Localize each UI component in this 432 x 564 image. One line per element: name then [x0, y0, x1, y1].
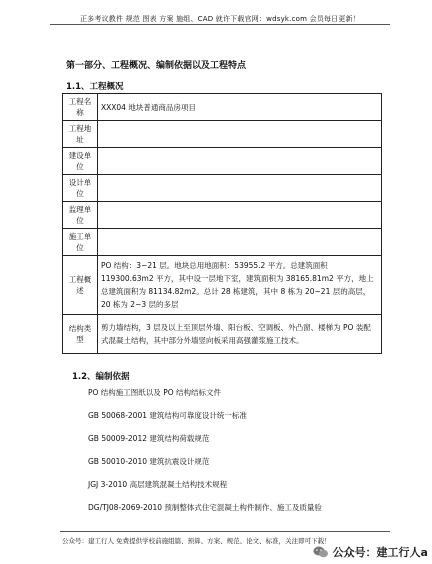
table-label: 结构类型 — [63, 315, 98, 354]
table-row — [63, 256, 382, 315]
list-item: DG/TJ08-2069-2010 预制整体式住宅混凝土构件制作、施工及质量验 — [88, 503, 322, 512]
table-row — [63, 94, 382, 121]
table-row — [63, 121, 382, 148]
watermark-text: 公众号：建工行人a — [332, 546, 428, 559]
table-label: 工程地址 — [63, 121, 98, 148]
table-label: 监理单位 — [63, 202, 98, 229]
watermark — [313, 544, 428, 560]
subsection-title-basis: 1.2、编制依据 — [72, 372, 130, 382]
wechat-icon — [313, 545, 329, 559]
table-row — [63, 175, 382, 202]
table-value: XXX04 地块普通商品房项目 — [98, 94, 382, 121]
project-info-table — [62, 93, 382, 354]
table-label: 施工单位 — [63, 229, 98, 256]
list-item: GB 50010-2010 建筑抗震设计规范 — [88, 457, 210, 466]
list-item: GB 50068-2001 建筑结构可靠度设计统一标准 — [88, 411, 247, 420]
table-row — [63, 229, 382, 256]
table-value — [98, 202, 382, 229]
list-item: GB 50009-2012 建筑结构荷载规范 — [88, 434, 210, 443]
list-item: JGJ 3-2010 高层建筑混凝土结构技术规程 — [88, 480, 228, 489]
table-label: 建设单位 — [63, 148, 98, 175]
table-row — [63, 315, 382, 354]
footer-divider — [60, 531, 390, 532]
page-header: 正多考议教件 规范 图表 方案 施组、CAD 就许下载官网：wdsyk.com 会员每日更新！ — [79, 15, 360, 23]
table-value — [98, 121, 382, 148]
table-value — [98, 175, 382, 202]
table-value: 剪力墙结构，3 层及以上至顶层外墙、阳台板、空调板、外凸窗、楼梯为 PO 装配式混凝土结构，其中部分外墙竖向板采用高强灌浆施工技术。 — [98, 315, 382, 354]
subsection-title-overview: 1.1、工程概况 — [66, 82, 124, 92]
reference-list — [88, 388, 322, 526]
header-divider — [50, 24, 390, 25]
table-row — [63, 148, 382, 175]
table-label: 工程名称 — [63, 94, 98, 121]
page-footer: 公众号：建工行人 免费提供学校前施组篇、预算、方案、规范、论文、标准，关注即可下载！ — [62, 537, 331, 545]
list-item: PO 结构施工图纸以及 PO 结构结标文件 — [88, 388, 222, 397]
table-value: PO 结构：3~21 层。地块总用地面积：53955.2 平方。总建筑面积 119300.63m2 平方，其中设一层地下室，建筑面积为 38165.81m2 平方，地上总建筑面积为 81134.82m2。总计 28 栋建筑，其中 8 栋为 20~21 层的高层，20 栋为 2~3 层的多层 — [98, 256, 382, 315]
table-value — [98, 148, 382, 175]
table-value — [98, 229, 382, 256]
table-row — [63, 202, 382, 229]
section-title: 第一部分、工程概况、编制依据以及工程特点 — [66, 61, 247, 71]
table-label: 工程概述 — [63, 256, 98, 315]
table-label: 设计单位 — [63, 175, 98, 202]
